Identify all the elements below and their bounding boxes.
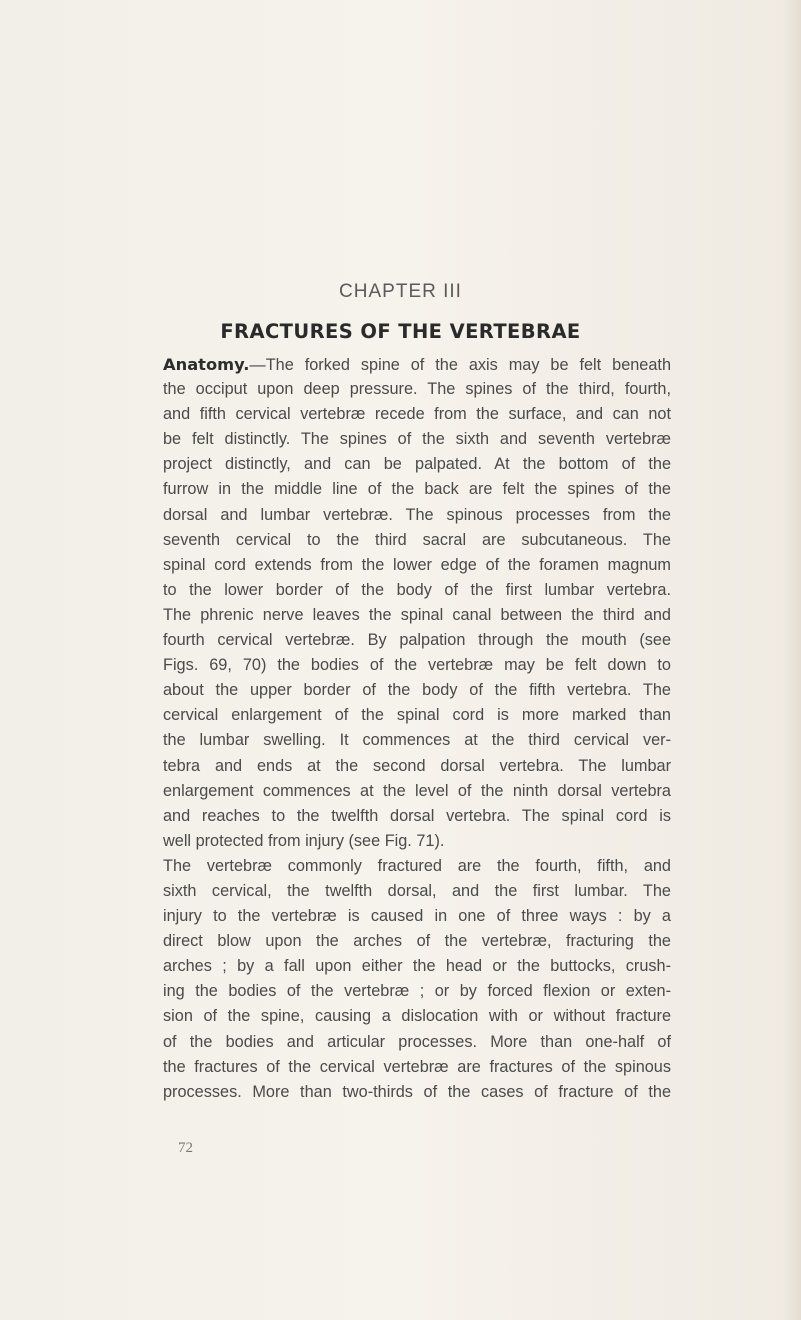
text-line: enlargement commences at the level of the ninth dorsal vertebra [163,781,671,800]
text-line: sixth cervical, the twelfth dorsal, and the first lumbar. The [163,881,671,900]
text-line: direct blow upon the arches of the vertebræ, fracturing the [163,932,671,951]
text-line: the occiput upon deep pressure. The spines of the third, fourth, [163,380,671,399]
text-line: The vertebræ commonly fractured are the fourth, fifth, and [163,856,671,875]
text-line: be felt distinctly. The spines of the sixth and seventh vertebræ [163,430,671,449]
text-line: spinal cord extends from the lower edge of the foramen magnum [163,555,671,574]
text-line: of the bodies and articular processes. More than one-half of [163,1032,671,1051]
text-line: furrow in the middle line of the back are felt the spines of the [163,480,671,499]
text-line: project distinctly, and can be palpated. At the bottom of the [163,455,671,474]
chapter-title: FRACTURES OF THE VERTEBRAE [220,320,581,343]
text-line: dorsal and lumbar vertebræ. The spinous processes from the [163,505,671,524]
text-line: and fifth cervical vertebræ recede from the surface, and can not [163,405,671,424]
text-line: and reaches to the twelfth dorsal vertebra. The spinal cord is [163,806,671,825]
text-line: fourth cervical vertebræ. By palpation through the mouth (see [163,631,671,650]
page-number: 72 [178,1140,193,1156]
text-line: ing the bodies of the vertebræ ; or by forced flexion or exten- [163,982,671,1001]
page-edge-shadow [783,0,801,1320]
text-line: tebra and ends at the second dorsal vertebra. The lumbar [163,756,671,775]
section-lead: Anatomy. [163,355,250,374]
text-line: cervical enlargement of the spinal cord is more marked than [163,706,671,725]
text-line: Figs. 69, 70) the bodies of the vertebræ may be felt down to [163,656,671,675]
line-content: —The forked spine of the axis may be felt beneath [249,356,671,374]
text-line: The phrenic nerve leaves the spinal canal between the third and [163,605,671,624]
text-line: injury to the vertebræ is caused in one of three ways : by a [163,907,671,926]
chapter-heading: CHAPTER III [339,281,462,302]
text-line: processes. More than two-thirds of the cases of fracture of the [163,1082,671,1101]
text-line: arches ; by a fall upon either the head or the buttocks, crush- [163,957,671,976]
text-line: the lumbar swelling. It commences at the third cervical ver- [163,731,671,750]
text-line [163,352,671,377]
text-line: sion of the spine, causing a dislocation with or without fracture [163,1007,671,1026]
text-line: the fractures of the cervical vertebræ are fractures of the spinous [163,1057,671,1076]
text-line: seventh cervical to the third sacral are subcutaneous. The [163,530,671,549]
text-line: well protected from injury (see Fig. 71). [163,831,445,850]
body-text [163,352,671,1105]
text-line: to the lower border of the body of the first lumbar vertebra. [163,580,671,599]
text-line: about the upper border of the body of the fifth vertebra. The [163,681,671,700]
